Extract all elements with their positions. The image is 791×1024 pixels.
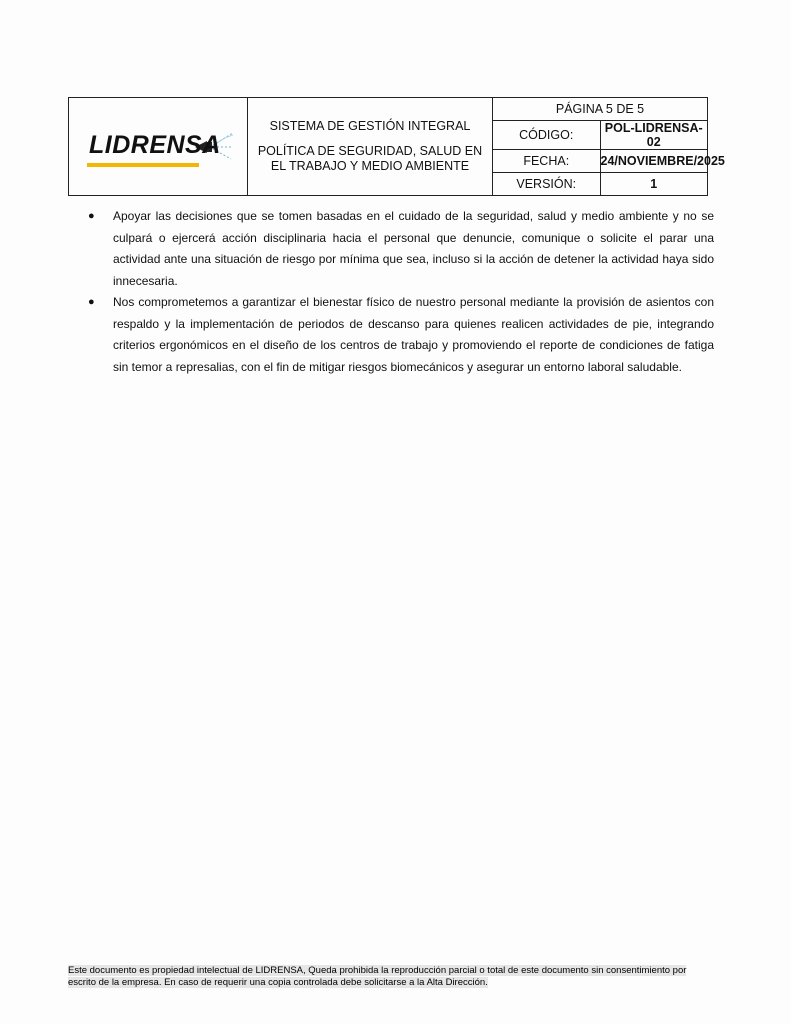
list-item [88, 292, 714, 378]
bullet-text: Nos comprometemos a garantizar el bienestar físico de nuestro personal mediante la provisión de asientos con respaldo y la implementación de periodos de descanso para quienes realicen actividades de pie, integrando criterios ergonómicos en el diseño de los centros de trabajo y promoviendo el reporte de condiciones de fatiga sin temor a represalias, con el fin de mitigar riesgos biomecánicos y asegurar un entorno laboral saludable. [113, 295, 714, 374]
logo-text: LIDRENSA [89, 130, 221, 159]
title-policy-line2: EL TRABAJO Y MEDIO AMBIENTE [270, 159, 470, 173]
bullet-text: Apoyar las decisiones que se tomen basadas en el cuidado de la seguridad, salud y medio ambiente y no se culpará o ejercerá acción disciplinaria hacia el personal que denuncie, comunique o solicite el parar una actividad ante una situación de riesgo por mínima que sea, incluso si la acción de detener la actividad haya sido innecesaria. [113, 209, 714, 288]
bullet-icon: ● [88, 296, 95, 308]
company-logo [83, 125, 233, 169]
policy-content [88, 206, 714, 378]
title-policy-line1: POLÍTICA DE SEGURIDAD, SALUD EN [257, 144, 483, 158]
footer-line2: escrito de la empresa. En caso de requerir una copia controlada debe solicitarse a la Alta Dirección. [68, 977, 488, 988]
date-label: FECHA: [493, 150, 601, 173]
version-value: 1 [600, 173, 708, 196]
logo-cell [69, 98, 248, 196]
version-label: VERSIÓN: [493, 173, 601, 196]
document-title [248, 98, 493, 196]
list-item [88, 206, 714, 292]
code-label: CÓDIGO: [493, 121, 601, 150]
bullet-icon: ● [88, 210, 95, 222]
document-header [68, 97, 725, 196]
page-number: PÁGINA 5 DE 5 [493, 98, 708, 121]
date-value: 24/NOVIEMBRE/2025 [600, 150, 708, 173]
title-system: SISTEMA DE GESTIÓN INTEGRAL [269, 119, 471, 133]
code-value: POL-LIDRENSA-02 [600, 121, 708, 150]
logo-underline [87, 163, 199, 167]
bullet-list [88, 206, 714, 378]
footer-line1: Este documento es propiedad intelectual de LIDRENSA, Queda prohibida la reproducción parcial o total de este documento sin consentimiento por [68, 965, 687, 976]
footer-disclaimer [68, 965, 718, 989]
